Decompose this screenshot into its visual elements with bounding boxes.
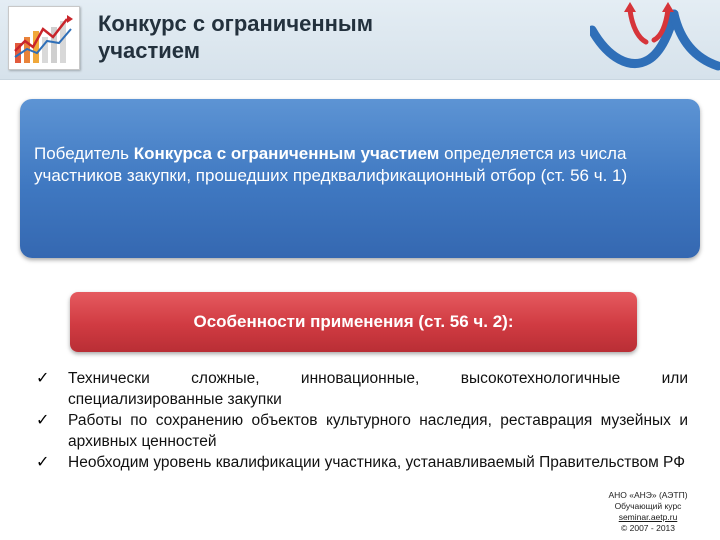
features-list [36, 368, 688, 473]
footer-credits [586, 490, 710, 534]
title-line-2: участием [98, 38, 200, 63]
winner-text-prefix: Победитель [34, 144, 134, 163]
page-title [98, 10, 498, 64]
features-header-text: Особенности применения (ст. 56 ч. 2): [193, 312, 514, 331]
list-item-text: Технически сложные, инновационные, высокотехнологичные или специализированные закупки [68, 370, 688, 408]
list-item [36, 452, 688, 473]
footer-course: Обучающий курс [614, 501, 682, 511]
checkmark-icon: ✓ [36, 412, 50, 429]
footer-org: АНО «АНЭ» (АЭТП) [608, 490, 688, 500]
checkmark-icon: ✓ [36, 370, 50, 387]
list-item-text: Работы по сохранению объектов культурного наследия, реставрация музейных и архивных ценностей [68, 412, 688, 450]
list-item [36, 410, 688, 452]
list-item-text: Необходим уровень квалификации участника, устанавливаемый Правительством РФ [68, 454, 686, 471]
growth-chart-icon [8, 6, 80, 70]
header-bar [0, 0, 720, 80]
winner-definition-text [34, 143, 694, 187]
title-line-1: Конкурс с ограниченным [98, 11, 373, 36]
winner-text-bold: Конкурса с ограниченным участием [133, 144, 440, 163]
footer-link[interactable]: seminar.aetp.ru [618, 512, 678, 522]
list-item [36, 368, 688, 410]
footer-copyright: © 2007 - 2013 [621, 523, 675, 533]
brand-swoosh-icon [590, 0, 720, 80]
checkmark-icon: ✓ [36, 454, 50, 471]
winner-text-suffix: определяется из числа участников закупки, прошедших предквалификационный отбор (ст. 56 ч. 1) [34, 144, 628, 185]
